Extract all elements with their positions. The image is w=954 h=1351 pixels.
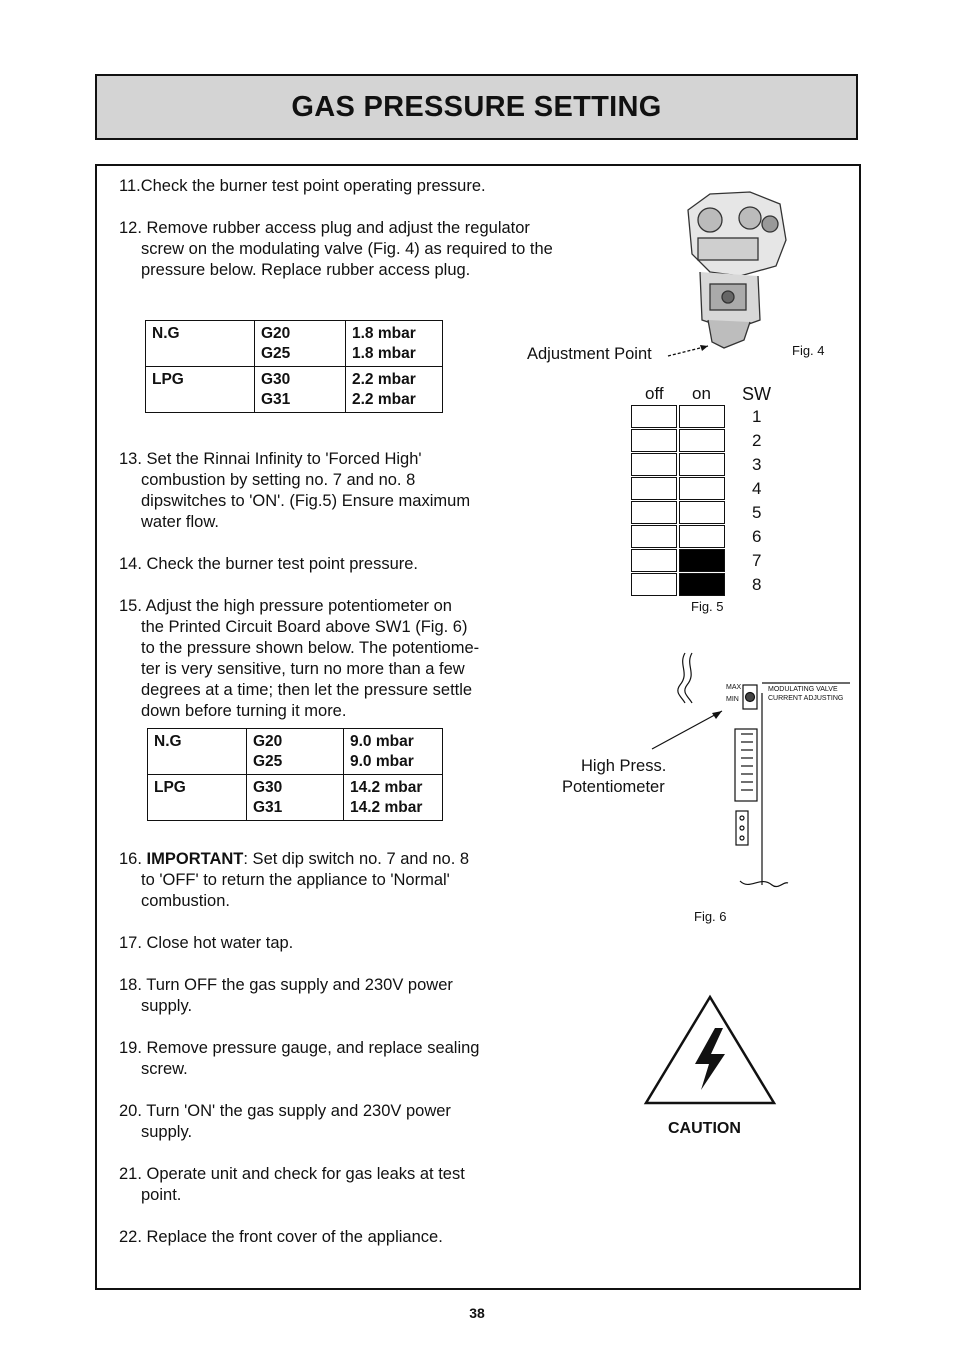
step-19-line1: 19. Remove pressure gauge, and replace sealing bbox=[119, 1039, 480, 1057]
gas-code: G31 bbox=[253, 799, 283, 816]
dipswitch-on-cell bbox=[679, 525, 725, 548]
max-label: MAX bbox=[726, 684, 742, 691]
step-21 bbox=[119, 1164, 465, 1206]
step-13-line4: water flow. bbox=[141, 513, 219, 531]
gas-code: G25 bbox=[253, 753, 283, 770]
step-15-line6: down before turning it more. bbox=[141, 702, 347, 720]
dipswitch-number: 3 bbox=[752, 455, 762, 474]
step-22-text: 22. Replace the front cover of the appliance. bbox=[119, 1228, 443, 1246]
dipswitch-on-cell bbox=[679, 453, 725, 476]
dipswitch-number: 2 bbox=[752, 431, 762, 450]
table-row bbox=[146, 321, 443, 367]
dip-off-label: off bbox=[645, 384, 664, 403]
step-17-text: 17. Close hot water tap. bbox=[119, 934, 294, 952]
step-13-line2: combustion by setting no. 7 and no. 8 bbox=[141, 471, 416, 489]
dipswitch-number: 8 bbox=[752, 575, 762, 594]
dipswitch-on-cell bbox=[679, 429, 725, 452]
caution-label: CAUTION bbox=[668, 1120, 741, 1137]
step-15-line1: 15. Adjust the high pressure potentiometer on bbox=[119, 597, 452, 615]
pressure-value: 1.8 mbar bbox=[352, 345, 416, 362]
dipswitch-number: 4 bbox=[752, 479, 762, 498]
gas-type-ng: N.G bbox=[152, 325, 180, 342]
step-13 bbox=[119, 449, 470, 533]
step-17 bbox=[119, 933, 293, 954]
fig4-caption: Fig. 4 bbox=[792, 343, 825, 358]
dipswitch-off-cell bbox=[631, 573, 677, 596]
gas-code: G30 bbox=[261, 371, 291, 388]
table-row bbox=[148, 729, 443, 775]
dipswitch-off-cell bbox=[631, 453, 677, 476]
dipswitch-number: 5 bbox=[752, 503, 762, 522]
gas-type-lpg: LPG bbox=[152, 371, 184, 388]
step-12-line3: pressure below. Replace rubber access plug. bbox=[141, 261, 471, 279]
fig5-caption: Fig. 5 bbox=[691, 599, 724, 614]
pressure-value: 2.2 mbar bbox=[352, 371, 416, 388]
dipswitch-on-cell bbox=[679, 405, 725, 428]
step-22 bbox=[119, 1227, 443, 1248]
high-press-label: High Press. bbox=[581, 757, 667, 775]
step-20-line1: 20. Turn 'ON' the gas supply and 230V power bbox=[119, 1102, 451, 1120]
pressure-value: 1.8 mbar bbox=[352, 325, 416, 342]
gas-code: G30 bbox=[253, 779, 283, 796]
dipswitch-off-cell bbox=[631, 429, 677, 452]
step-20 bbox=[119, 1101, 451, 1143]
step-16 bbox=[119, 849, 469, 912]
page-number: 38 bbox=[469, 1305, 485, 1321]
dipswitch-on-cell bbox=[679, 501, 725, 524]
dip-sw-label: SW bbox=[742, 384, 771, 404]
important-label: IMPORTANT bbox=[146, 850, 244, 868]
dip-on-label: on bbox=[692, 384, 711, 403]
gas-type-lpg: LPG bbox=[154, 779, 186, 796]
min-label: MIN bbox=[726, 696, 739, 703]
step-19-line2: screw. bbox=[141, 1060, 188, 1078]
dipswitch-on-cell bbox=[679, 549, 725, 572]
step-12-line2: screw on the modulating valve (Fig. 4) as required to the bbox=[141, 240, 553, 258]
step-21-line1: 21. Operate unit and check for gas leaks at test bbox=[119, 1165, 465, 1183]
step-16-line3: combustion. bbox=[141, 892, 230, 910]
dipswitch-off-cell bbox=[631, 477, 677, 500]
step-15-line4: ter is very sensitive, turn no more than a few bbox=[141, 660, 465, 678]
pressure-value: 2.2 mbar bbox=[352, 391, 416, 408]
step-18 bbox=[119, 975, 453, 1017]
step-19 bbox=[119, 1038, 479, 1080]
step-12-line1: 12. Remove rubber access plug and adjust the regulator bbox=[119, 219, 530, 237]
table-row bbox=[148, 775, 443, 821]
dipswitch-off-cell bbox=[631, 525, 677, 548]
step-12 bbox=[119, 218, 553, 281]
dipswitch-number: 1 bbox=[752, 407, 762, 426]
step-15-line5: degrees at a time; then let the pressure settle bbox=[141, 681, 473, 699]
title-banner bbox=[95, 74, 858, 140]
gas-code: G31 bbox=[261, 391, 291, 408]
page-title: GAS PRESSURE SETTING bbox=[291, 90, 662, 123]
adjustment-point-label: Adjustment Point bbox=[527, 345, 652, 363]
pressure-value: 14.2 mbar bbox=[350, 779, 423, 796]
step-11-text: 11.Check the burner test point operating pressure. bbox=[119, 177, 486, 195]
dipswitch-number: 7 bbox=[752, 551, 762, 570]
step-15 bbox=[119, 596, 479, 722]
dipswitch-off-cell bbox=[631, 501, 677, 524]
pcb-text-2: CURRENT ADJUSTING bbox=[768, 695, 844, 702]
potentiometer-label: Potentiometer bbox=[562, 778, 665, 796]
dipswitch-number: 6 bbox=[752, 527, 762, 546]
dipswitch-off-cell bbox=[631, 405, 677, 428]
step-16-line2: to 'OFF' to return the appliance to 'Normal' bbox=[141, 871, 450, 889]
pressure-value: 9.0 mbar bbox=[350, 733, 414, 750]
pressure-table-low bbox=[145, 320, 443, 413]
step-21-line2: point. bbox=[141, 1186, 182, 1204]
electrical-hazard-icon bbox=[643, 994, 777, 1106]
step-18-line1: 18. Turn OFF the gas supply and 230V power bbox=[119, 976, 453, 994]
step-13-line3: dipswitches to 'ON'. (Fig.5) Ensure maximum bbox=[141, 492, 471, 510]
gas-code: G20 bbox=[261, 325, 291, 342]
gas-code: G20 bbox=[253, 733, 283, 750]
step-15-line2: the Printed Circuit Board above SW1 (Fig. 6) bbox=[141, 618, 468, 636]
dipswitch-on-cell bbox=[679, 477, 725, 500]
pressure-value: 14.2 mbar bbox=[350, 799, 423, 816]
step-13-line1: 13. Set the Rinnai Infinity to 'Forced High' bbox=[119, 450, 422, 468]
step-16-line1: : Set dip switch no. 7 and no. 8 bbox=[243, 850, 470, 868]
step-20-line2: supply. bbox=[141, 1123, 193, 1141]
modulating-valve-illustration bbox=[600, 180, 840, 370]
dipswitch-on-cell bbox=[679, 573, 725, 596]
table-row bbox=[146, 367, 443, 413]
fig6-caption: Fig. 6 bbox=[694, 909, 727, 924]
pressure-value: 9.0 mbar bbox=[350, 753, 414, 770]
pcb-text-1: MODULATING VALVE bbox=[768, 686, 838, 693]
step-14-text: 14. Check the burner test point pressure. bbox=[119, 555, 418, 573]
step-15-line3: to the pressure shown below. The potentiome- bbox=[141, 639, 480, 657]
dipswitch-off-cell bbox=[631, 549, 677, 572]
step-11 bbox=[119, 176, 486, 197]
step-14 bbox=[119, 554, 418, 575]
step-18-line2: supply. bbox=[141, 997, 193, 1015]
gas-code: G25 bbox=[261, 345, 291, 362]
gas-type-ng: N.G bbox=[154, 733, 182, 750]
step-16-number: 16. bbox=[119, 850, 147, 868]
pressure-table-high bbox=[147, 728, 443, 821]
